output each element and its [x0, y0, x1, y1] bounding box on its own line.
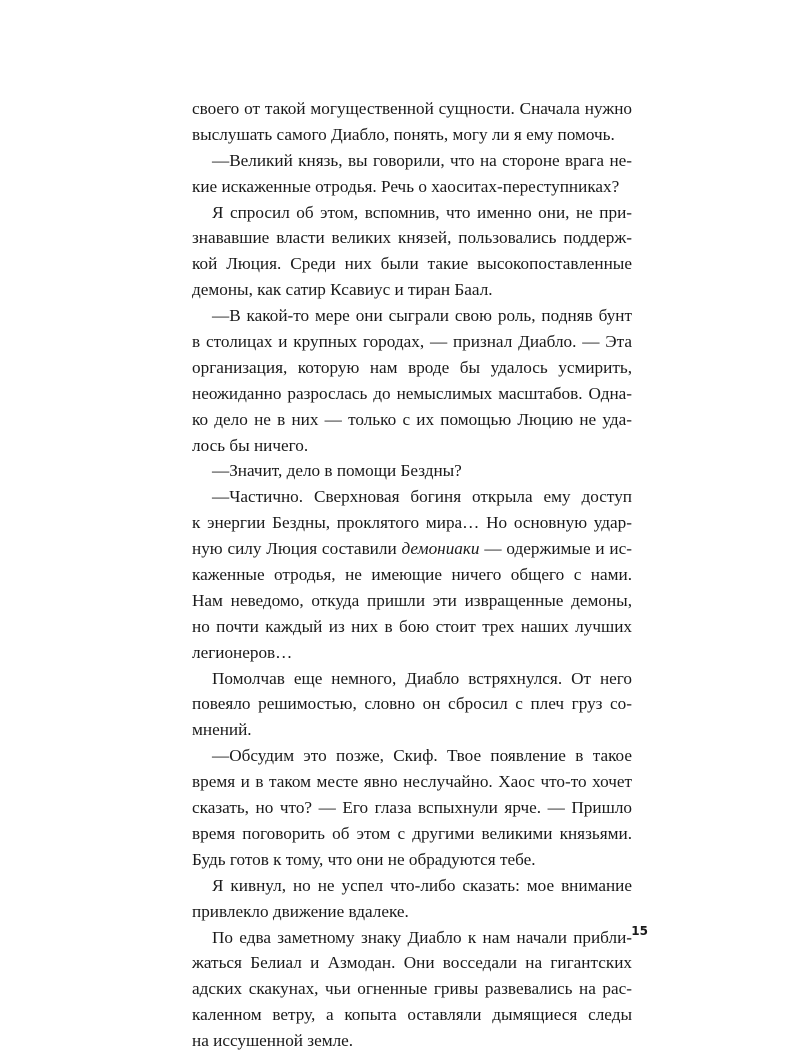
text-line: [192, 174, 632, 200]
text-line: [192, 148, 632, 174]
text-line-content: в столицах и крупных городах, — признал Диабло. — Эта: [192, 332, 632, 352]
text-line-content: По едва заметному знаку Диабло к нам начали прибли-: [212, 927, 632, 947]
text-line: [192, 510, 632, 536]
text-line-content: время и в таком месте явно неслучайно. Хаос что-то хочет: [192, 772, 632, 792]
text-line-content: кой Люция. Среди них были такие высокопоставленные: [192, 254, 632, 274]
text-line: [192, 381, 632, 407]
text-line-content: —Обсудим это позже, Скиф. Твое появление в такое: [212, 746, 632, 766]
text-line-content: Нам неведомо, откуда пришли эти извращенные демоны,: [192, 590, 632, 610]
text-line: [192, 666, 632, 692]
text-line: [192, 847, 632, 873]
text-line: [192, 251, 632, 277]
text-line-content: сказать, но что? — Его глаза вспыхнули ярче. — Пришло: [192, 798, 632, 818]
text-line: [192, 717, 632, 743]
text-line-content: привлекло движение вдалеке.: [192, 901, 409, 921]
text-line-content: на иссушенной земле.: [192, 1031, 354, 1051]
text-line-content: к энергии Бездны, проклятого мира… Но основную удар-: [192, 513, 632, 533]
text-line: [192, 407, 632, 433]
text-line-content: Я кивнул, но не успел что-либо сказать: мое внимание: [212, 875, 632, 895]
text-line: [192, 536, 632, 562]
text-line: [192, 1028, 632, 1054]
text-line-content: выслушать самого Диабло, понять, могу ли я ему помочь.: [192, 124, 615, 144]
text-line: [192, 458, 632, 484]
text-line: [192, 96, 632, 122]
text-line: [192, 769, 632, 795]
text-line-content: —Частично. Сверхновая богиня открыла ему доступ: [212, 487, 632, 507]
body-text: [192, 96, 632, 1054]
text-line: [192, 588, 632, 614]
text-line-content: —Значит, дело в помощи Бездны?: [212, 461, 462, 481]
text-line-content: ко дело не в них — только с их помощью Люцию не уда-: [192, 409, 632, 429]
text-line-content: Я спросил об этом, вспомнив, что именно они, не при-: [212, 202, 632, 222]
text-line: [192, 950, 632, 976]
text-line: [192, 303, 632, 329]
text-line-content: демоны, как сатир Ксавиус и тиран Баал.: [192, 280, 493, 300]
text-line: [192, 640, 632, 666]
text-line-content: знававшие власти великих князей, пользовались поддерж-: [192, 228, 632, 248]
text-line: [192, 433, 632, 459]
text-line: [192, 200, 632, 226]
text-line: [192, 899, 632, 925]
text-line: [192, 795, 632, 821]
text-line-content: лось бы ничего.: [192, 435, 309, 455]
text-line-content: Будь готов к тому, что они не обрадуются тебе.: [192, 849, 536, 869]
text-line-content: но почти каждый из них в бою стоит трех наших лучших: [192, 616, 632, 636]
italic-term: демониаки: [401, 539, 480, 559]
text-line: [192, 225, 632, 251]
text-line: [192, 873, 632, 899]
text-line: [192, 484, 632, 510]
text-line: [192, 355, 632, 381]
text-line: [192, 562, 632, 588]
text-line-content: организация, которую нам вроде бы удалось усмирить,: [192, 357, 632, 377]
text-line-content: каженные отродья, не имеющие ничего общего с нами.: [192, 565, 632, 585]
text-line-continuation: — одержимые и ис-: [479, 539, 632, 559]
text-line: [192, 1002, 632, 1028]
text-line-content: неожиданно разрослась до немыслимых масштабов. Одна-: [192, 383, 632, 403]
text-line-content: своего от такой могущественной сущности. Сначала нужно: [192, 99, 632, 118]
text-line-content: легионеров…: [192, 642, 293, 662]
text-line-content: Помолчав еще немного, Диабло встряхнулся. От него: [212, 668, 632, 688]
text-line: [192, 743, 632, 769]
text-line-content: кие искаженные отродья. Речь о хаоситах-переступниках?: [192, 176, 620, 196]
text-line: [192, 614, 632, 640]
page-number: 15: [631, 924, 648, 938]
text-line: [192, 821, 632, 847]
text-line-content: повеяло решимостью, словно он сбросил с плеч груз со-: [192, 694, 632, 714]
text-line-content: ную силу Люция составили: [192, 539, 402, 559]
text-line: [192, 329, 632, 355]
text-line: [192, 691, 632, 717]
text-line-content: мнений.: [192, 720, 252, 740]
text-line: [192, 122, 632, 148]
text-line-content: —В какой-то мере они сыграли свою роль, подняв бунт: [212, 306, 632, 326]
text-line-content: каленном ветру, а копыта оставляли дымящиеся следы: [192, 1005, 632, 1025]
text-line: [192, 277, 632, 303]
text-line: [192, 925, 632, 951]
text-line: [192, 976, 632, 1002]
text-line-content: адских скакунах, чьи огненные гривы развевались на рас-: [192, 979, 632, 999]
text-line-content: жаться Белиал и Азмодан. Они восседали на гигантских: [192, 953, 632, 973]
text-line-content: время поговорить об этом с другими великими князьями.: [192, 823, 632, 843]
text-line-content: —Великий князь, вы говорили, что на стороне врага не-: [212, 150, 632, 170]
